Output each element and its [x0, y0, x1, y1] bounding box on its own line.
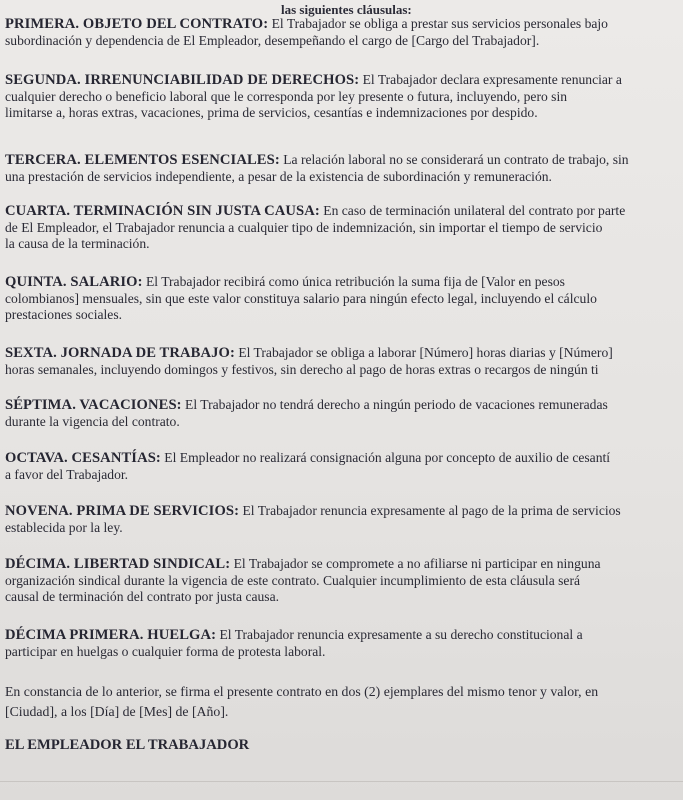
clause-tercera [5, 152, 683, 185]
clause-novena [5, 503, 683, 536]
clause-heading: PRIMERA. OBJETO DEL CONTRATO: [5, 16, 269, 32]
clause-text: de El Empleador, el Trabajador renuncia a cualquier tipo de indemnización, sin importar el tiempo de servicio [5, 219, 603, 235]
clause-text: limitarse a, horas extras, vacaciones, prima de servicios, cesantías e indemnizaciones por despido. [5, 105, 538, 120]
clause-text: subordinación y dependencia de El Empleador, desempeñando el cargo de [Cargo del Trabajador]. [5, 32, 540, 48]
clauses-intro: las siguientes cláusulas: [281, 2, 412, 17]
clause-decima-primera [5, 627, 683, 660]
clause-text: El Trabajador renuncia expresamente al pago de la prima de servicios [239, 503, 621, 518]
clause-text: El Trabajador se obliga a laborar [Número] horas diarias y [Número] [234, 345, 613, 360]
closing-text: En constancia de lo anterior, se firma el presente contrato en dos (2) ejemplares del mismo tenor y valor, en [5, 684, 599, 699]
clause-cuarta [5, 203, 683, 253]
clause-heading: DÉCIMA PRIMERA. HUELGA: [5, 627, 217, 643]
clause-text: El Trabajador recibirá como única retribución la suma fija de [Valor en pesos [142, 274, 565, 289]
clause-septima [5, 397, 683, 430]
clause-heading: NOVENA. PRIMA DE SERVICIOS: [5, 503, 240, 519]
divider [0, 781, 683, 782]
clause-text: El Empleador no realizará consignación alguna por concepto de auxilio de cesantí [160, 450, 611, 465]
clause-text: En caso de terminación unilateral del contrato por parte [319, 203, 626, 218]
clause-text: la causa de la terminación. [5, 236, 150, 251]
clause-sexta [5, 345, 683, 378]
clause-heading: SEGUNDA. IRRENUNCIABILIDAD DE DERECHOS: [5, 72, 360, 88]
clause-heading: CUARTA. TERMINACIÓN SIN JUSTA CAUSA: [5, 203, 320, 219]
clause-decima [5, 556, 683, 606]
clause-text: cualquier derecho o beneficio laboral que le corresponda por ley presente o futura, incluyendo, pero sin [5, 88, 568, 104]
clause-text: La relación laboral no se considerará un contrato de trabajo, sin [279, 152, 629, 167]
clause-primera [5, 16, 683, 49]
clause-text: horas semanales, incluyendo domingos y festivos, sin derecho al pago de horas extras o recargos de ningún ti [5, 361, 599, 377]
clause-text: colombianos] mensuales, sin que este valor constituya salario para ningún efecto legal, incluyendo el cálculo [5, 290, 597, 306]
clause-heading: TERCERA. ELEMENTOS ESENCIALES: [5, 152, 280, 168]
clause-text: El Trabajador declara expresamente renunciar a [359, 72, 622, 87]
clause-heading: SEXTA. JORNADA DE TRABAJO: [5, 345, 235, 361]
clause-text: El Trabajador se obliga a prestar sus servicios personales bajo [268, 16, 608, 31]
clause-text: El Trabajador renuncia expresamente a su derecho constitucional a [216, 627, 583, 642]
clause-octava [5, 450, 683, 483]
clause-text: a favor del Trabajador. [5, 466, 129, 482]
clause-text: organización sindical durante la vigencia de este contrato. Cualquier incumplimiento de esta cláusula será [5, 572, 581, 588]
clause-segunda [5, 72, 683, 122]
clause-heading: OCTAVA. CESANTÍAS: [5, 450, 161, 466]
clause-text: una prestación de servicios independiente, a pesar de la existencia de subordinación y remuneración. [5, 168, 552, 184]
clause-heading: QUINTA. SALARIO: [5, 274, 143, 290]
clause-text: establecida por la ley. [5, 519, 123, 535]
clause-text: participar en huelgas o cualquier forma de protesta laboral. [5, 643, 326, 659]
closing-paragraph [5, 682, 598, 722]
closing-text: [Ciudad], a los [Día] de [Mes] de [Año]. [5, 704, 229, 719]
clause-text: El Trabajador no tendrá derecho a ningún periodo de vacaciones remuneradas [181, 397, 608, 412]
clause-text: durante la vigencia del contrato. [5, 413, 180, 429]
clause-text: causal de terminación del contrato por justa causa. [5, 589, 280, 604]
clause-heading: DÉCIMA. LIBERTAD SINDICAL: [5, 556, 231, 572]
signature-labels: EL EMPLEADOR EL TRABAJADOR [5, 737, 250, 753]
clause-text: prestaciones sociales. [5, 307, 123, 322]
clause-heading: SÉPTIMA. VACACIONES: [5, 397, 182, 413]
clause-text: El Trabajador se compromete a no afiliarse ni participar en ninguna [230, 556, 601, 571]
clause-quinta [5, 274, 683, 324]
